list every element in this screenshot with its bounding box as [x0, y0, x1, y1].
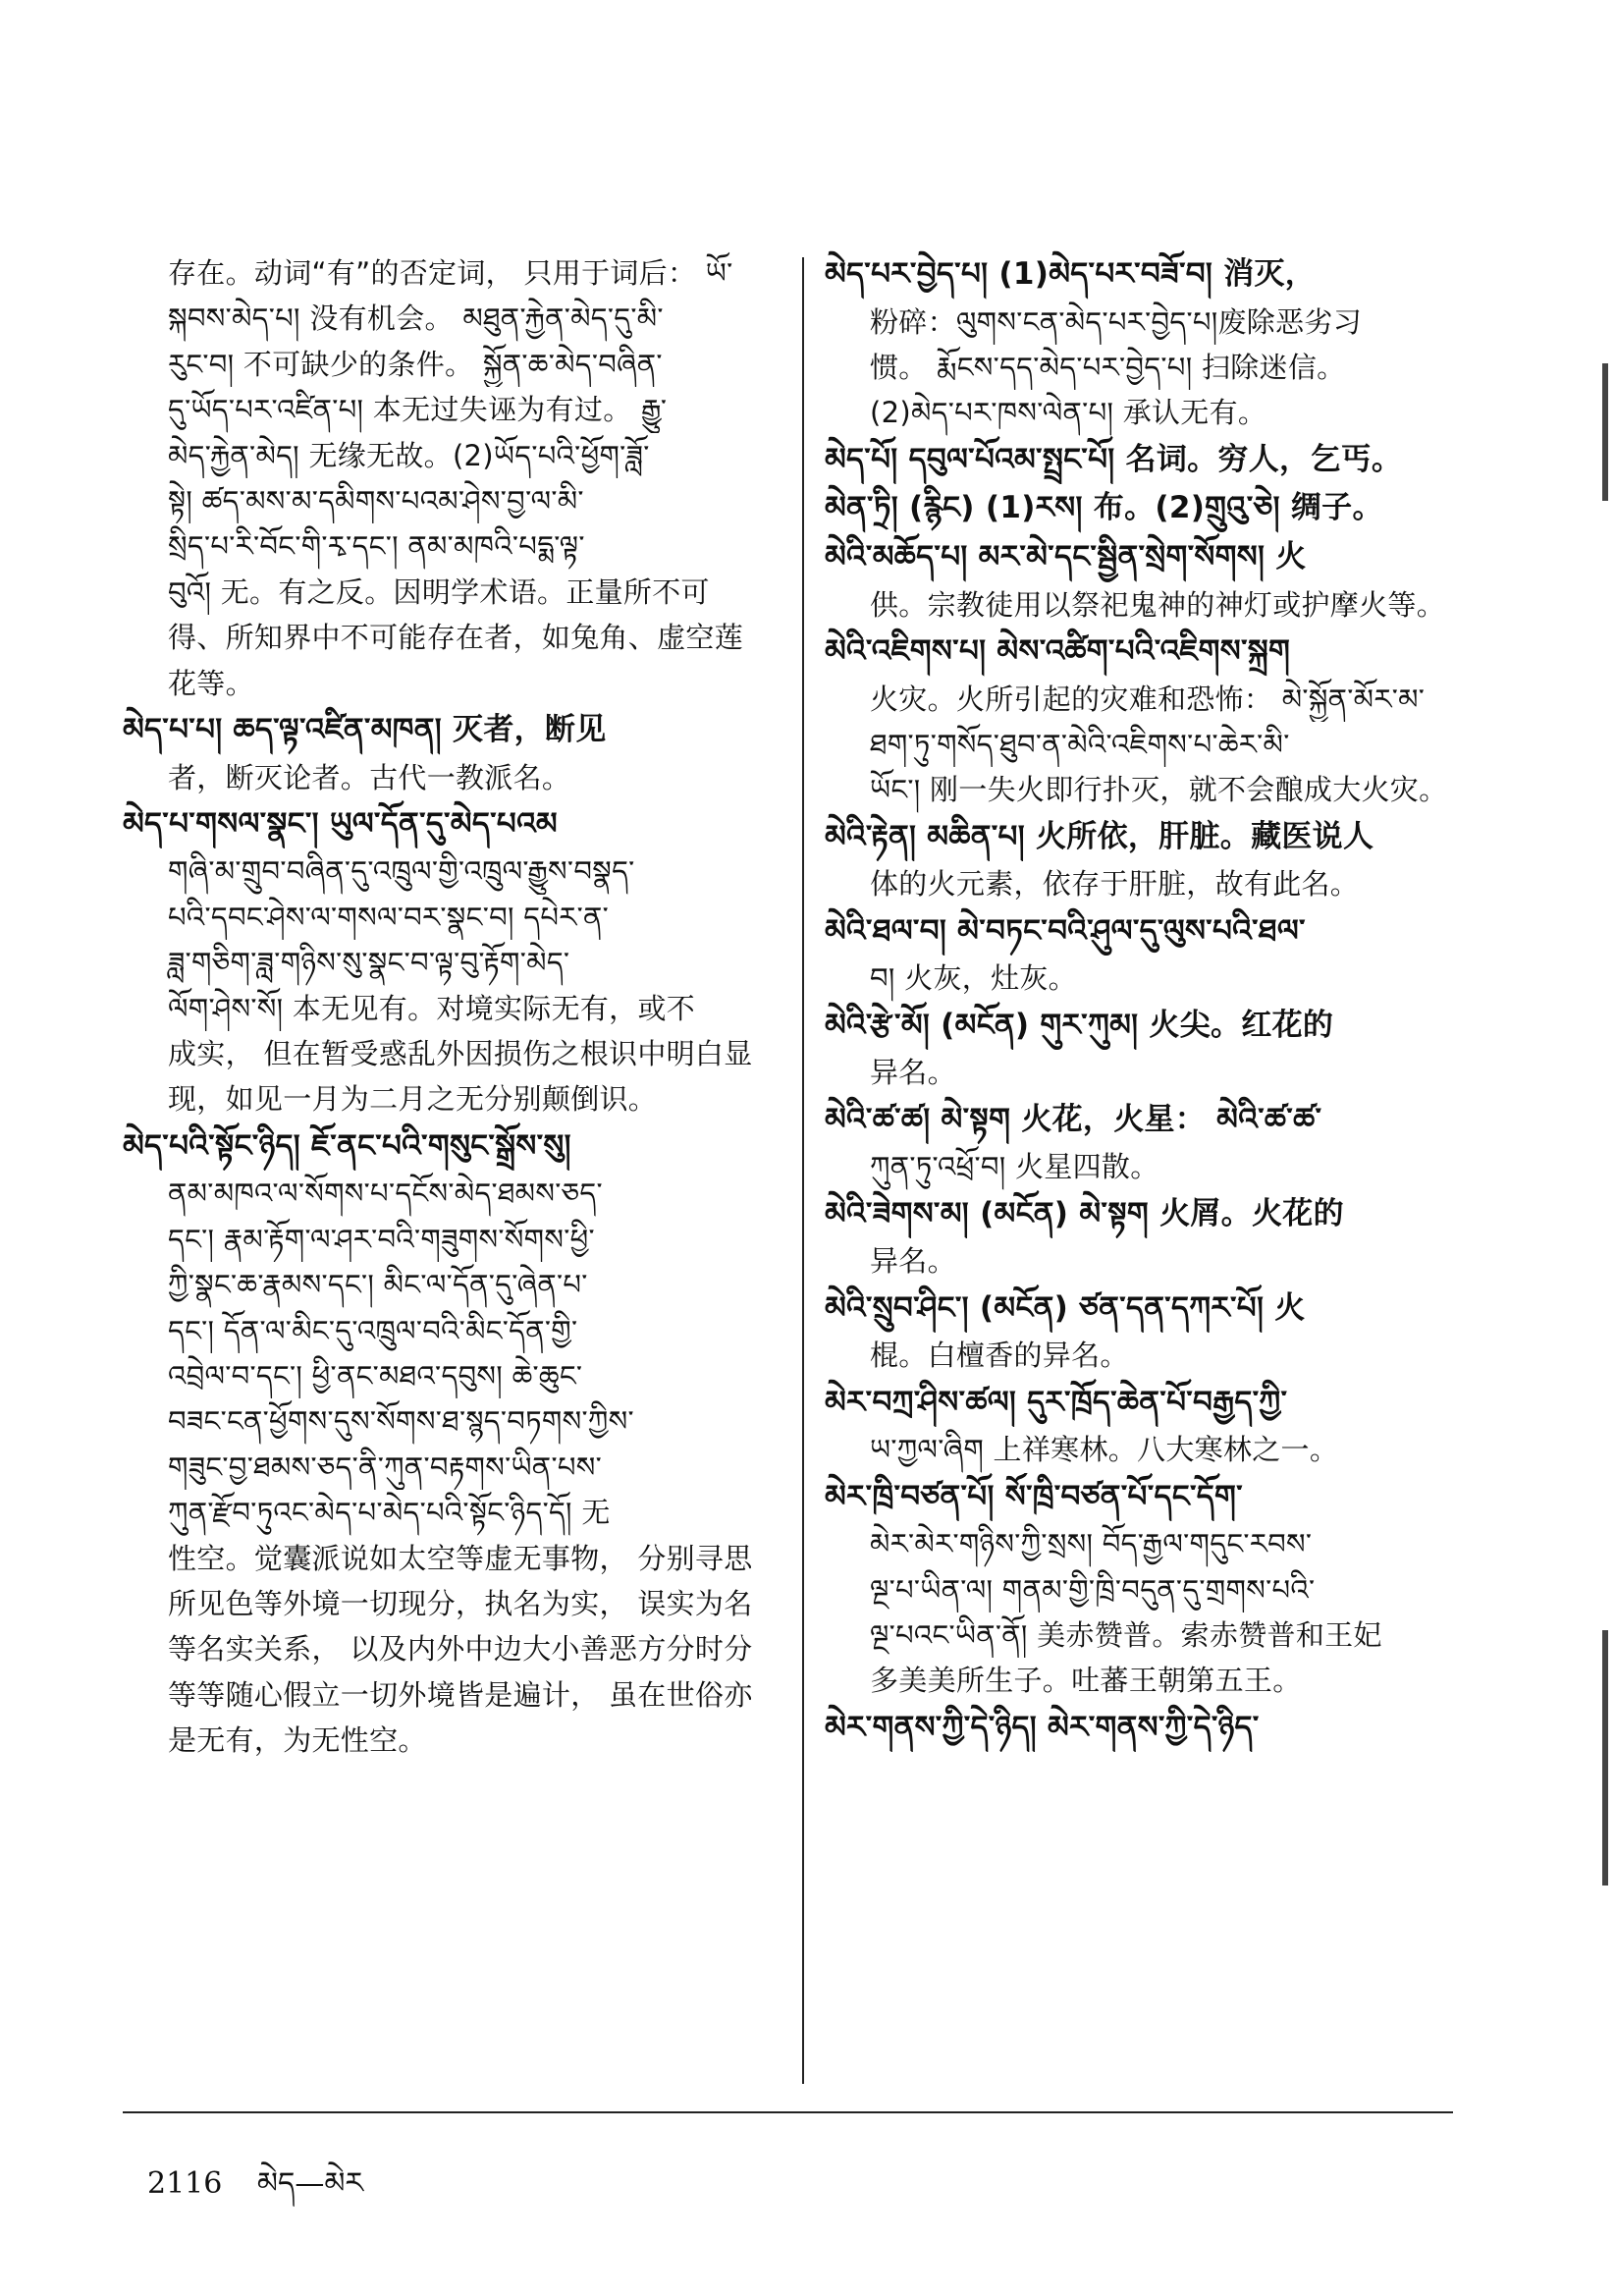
entry-headword-line: མེད་པ་པ། ཆད་ལྟ་འཛིན་མཁན། 灭者，断见: [123, 711, 607, 747]
entry-text-line: 体的火元素，依存于肝脏，故有此名。: [870, 867, 1360, 902]
entry-text-line: 者，断灭论者。古代一教派名。: [168, 760, 571, 794]
footer-rule: [123, 2111, 1453, 2113]
entry-text-line: 异名。: [870, 1244, 956, 1279]
entry-headword-line: མེན་ཏྲི། (རྙིང) (1)རས། 布。(2)གྲུའུ་ཅེ། 绸子。: [825, 490, 1383, 526]
entry-text-line: ཐག་ཏུ་གསོད་ཐུབ་ན་མེའི་འཇིགས་པ་ཆེར་མི་: [870, 727, 1290, 761]
entry-text-line: སྟེ། ཚད་མས་མ་དམིགས་པའམ་ཤེས་བྱ་ལ་མི་: [168, 483, 584, 518]
scan-edge-mark: [1602, 1630, 1608, 1886]
entry-text-line: 所见色等外境一切现分，执名为实， 误实为名: [168, 1586, 753, 1620]
entry-text-line: ལྔ་པ་ཡིན་ལ། གནམ་གྱི་ཁྲི་བདུན་དུ་གྲགས་པའི་: [870, 1572, 1316, 1607]
entry-text-line: 得、所知界中不可能存在者，如兔角、虚空莲: [168, 621, 744, 655]
entry-text-line: ལྔ་པའང་ཡིན་ནོ། 美赤赞普。索赤赞普和王妃: [870, 1617, 1382, 1652]
entry-text-line: གཞི་མ་གྲུབ་བཞིན་དུ་འཁྲུལ་གྱི་འཁྲུལ་རྒྱུས་བསྣད་: [168, 854, 635, 889]
entry-text-line: མེར་མེར་གཉིས་ཀྱི་སྲས། བོད་རྒྱལ་གདུང་རབས་: [870, 1527, 1313, 1561]
entry-text-line: 棍。白檀香的异名。: [870, 1339, 1129, 1373]
entry-text-line: 存在。动词“有”的否定词， 只用于词后： ཡོ་: [168, 256, 733, 290]
entry-text-line: 粉碎：ལུགས་ངན་མེད་པར་བྱེད་པ།废除恶劣习: [870, 304, 1363, 339]
entry-headword-line: མེའི་རྟེན། མཆིན་པ། 火所依，肝脏。藏医说人: [825, 818, 1374, 854]
entry-text-line: ཟླ་གཅིག་ཟླ་གཉིས་སུ་སྣང་བ་ལྟ་བུ་རྟོག་མེད་: [168, 946, 570, 980]
entry-headword-line: མེའི་ཟེགས་མ། (མངོན) མེ་སྟག 火屑。火花的: [825, 1195, 1344, 1231]
entry-text-line: 性空。觉囊派说如太空等虚无事物， 分别寻思: [168, 1541, 753, 1575]
entry-text-line: མེད་རྐྱེན་མེད། 无缘无故。(2)ཡོད་པའི་ཕྱོག་ཟློ་: [168, 438, 650, 472]
entry-headword-line: མེའི་ཚ་ཚ། མེ་སྟག 火花，火星： མེའི་ཚ་ཚ་: [825, 1101, 1322, 1137]
entry-text-line: སྐབས་མེད་པ། 没有机会。 མཐུན་རྐྱེན་མེད་དུ་མི་: [168, 301, 664, 336]
entry-text-line: 供。宗教徒用以祭祀鬼神的神灯或护摩火等。: [870, 587, 1446, 622]
page-number: 2116: [147, 2166, 223, 2201]
entry-text-line: 是无有，为无性空。: [168, 1723, 427, 1758]
entry-text-line: སྲིད་པ་རི་བོང་གི་རྭ་དང་། ནམ་མཁའི་པདྨ་ལྟ་: [168, 529, 585, 564]
entry-headword-line: མེད་པའི་སྟོང་ཉིད། ཇོ་ནང་པའི་གསུང་སྒྲོས་སུ།: [123, 1127, 571, 1164]
column-divider: [802, 257, 804, 2084]
entry-text-line: (2)མེད་པར་ཁས་ལེན་པ། 承认无有。: [870, 396, 1267, 430]
entry-text-line: 多美美所生子。吐蕃王朝第五王。: [870, 1664, 1302, 1698]
entry-text-line: ཀུན་ཏུ་འཕྲོ་བ། 火星四散。: [870, 1150, 1159, 1184]
entry-headword-line: མེད་པ་གསལ་སྣང་། ཡུལ་དོན་དུ་མེད་པའམ: [123, 805, 558, 842]
left-column: [123, 250, 795, 1764]
entry-headword-line: མེར་ཁྲི་བཙན་པོ། སོ་ཁྲི་བཙན་པོ་དང་དོག་: [825, 1478, 1243, 1514]
entry-headword-line: མེའི་སྲུབ་ཤིང་། (མངོན) ཙན་དན་དཀར་པོ། 火: [825, 1289, 1306, 1326]
entry-text-line: བ། 火灰，灶灰。: [870, 961, 1077, 996]
entry-text-line: དུ་ཡོད་པར་འཛིན་པ། 本无过失诬为有过。 རྒྱུ་: [168, 393, 668, 427]
entry-text-line: ནམ་མཁའ་ལ་སོགས་པ་དངོས་མེད་ཐམས་ཅད་: [168, 1176, 603, 1211]
entry-text-line: ཡ་ཀྱལ་ཞིག 上祥寒林。八大寒林之一。: [870, 1433, 1339, 1467]
entry-text-line: འབྲེལ་བ་དང་། ཕྱི་ནང་མཐའ་དབུས། ཆེ་ཆུང་: [168, 1358, 583, 1393]
entry-text-line: ལོག་ཤེས་སོ། 本无见有。对境实际无有，或不: [168, 991, 696, 1025]
entry-headword-line: མེད་པོ། དབུལ་པོའམ་སྤྲང་པོ། 名词。穷人，乞丐。: [825, 441, 1403, 477]
entry-headword-line: མེའི་རྩེ་མོ། (མངོན) གུར་ཀུམ། 火尖。红花的: [825, 1007, 1334, 1043]
entry-text-line: 等等随心假立一切外境皆是遍计， 虽在世俗亦: [168, 1677, 753, 1712]
entry-text-line: བུའོ། 无。有之反。因明学术语。正量所不可: [168, 574, 710, 609]
entry-headword-line: མེད་པར་བྱེད་པ། (1)མེད་པར་བཟོ་བ། 消灭，: [825, 256, 1317, 292]
entry-text-line: བཟང་ངན་ཕྱོགས་དུས་སོགས་ཐ་སྙད་བཏགས་ཀྱིས་: [168, 1404, 634, 1439]
entry-text-line: རུང་བ། 不可缺少的条件。 སྐྱོན་ཆ་མེད་བཞིན་: [168, 347, 663, 381]
page-footer: [147, 2151, 389, 2233]
entry-text-line: 成实， 但在暂受惑乱外因损伤之根识中明白显: [168, 1037, 753, 1071]
entry-text-line: དང་། དོན་ལ་མིང་དུ་འཁྲུལ་བའི་མིང་དོན་གྱི་: [168, 1313, 578, 1347]
entry-text-line: པའི་དབང་ཤེས་ལ་གསལ་བར་སྣང་བ། དཔེར་ན་: [168, 900, 610, 934]
entry-headword-line: མེའི་མཆོད་པ། མར་མེ་དང་སྦྱིན་སྲེག་སོགས། 火: [825, 538, 1307, 574]
entry-text-line: 等名实关系， 以及内外中边大小善恶方分时分: [168, 1632, 753, 1667]
entry-headword-line: མེའི་འཇིགས་པ། མེས་འཚིག་པའི་འཇིགས་སྐྲག: [825, 632, 1291, 669]
entry-headword-line: མེར་བཀྲ་ཤིས་ཚལ། དུར་ཁྲོད་ཆེན་པོ་བརྒྱད་ཀྱི་: [825, 1384, 1288, 1420]
entry-text-line: ཀུན་རྫོབ་ཏུའང་མེད་པ་མེད་པའི་སྟོང་ཉིད་དོ། 无: [168, 1496, 611, 1530]
entry-text-line: དང་། རྣམ་རྟོག་ལ་ཤར་བའི་གཟུགས་སོགས་ཕྱི་: [168, 1222, 595, 1256]
page-range: མེད—མེར: [256, 2166, 364, 2201]
entry-text-line: 现，如见一月为二月之无分别颠倒识。: [168, 1082, 658, 1117]
entry-headword-line: མེའི་ཐལ་བ། མེ་བཏང་བའི་ཤུལ་དུ་ལུས་པའི་ཐལ་: [825, 912, 1306, 949]
entry-text-line: 火灾。火所引起的灾难和恐怖： མེ་སྐྱོན་མོར་མ་: [870, 682, 1426, 716]
right-column: [825, 250, 1478, 1752]
entry-text-line: 惯。 རྨོངས་དད་མེད་པར་བྱེད་པ། 扫除迷信。: [870, 350, 1346, 384]
entry-text-line: 花等。: [168, 666, 254, 700]
entry-text-line: གཟུང་བྱ་ཐམས་ཅད་ནི་ཀུན་བརྟགས་ཡིན་པས་: [168, 1449, 602, 1484]
scan-edge-mark: [1602, 363, 1608, 501]
entry-text-line: ཡོང་། 刚一失火即行扑灭，就不会酿成大火灾。: [870, 773, 1448, 807]
entry-headword-line: མེར་གནས་ཀྱི་དེ་ཉིད། མེར་གནས་ཀྱི་དེ་ཉིད་: [825, 1709, 1260, 1745]
entry-text-line: 异名。: [870, 1056, 956, 1090]
entry-text-line: ཀྱི་སྣང་ཆ་རྣམས་དང་། མིང་ལ་དོན་དུ་ཞེན་པ་: [168, 1268, 588, 1302]
